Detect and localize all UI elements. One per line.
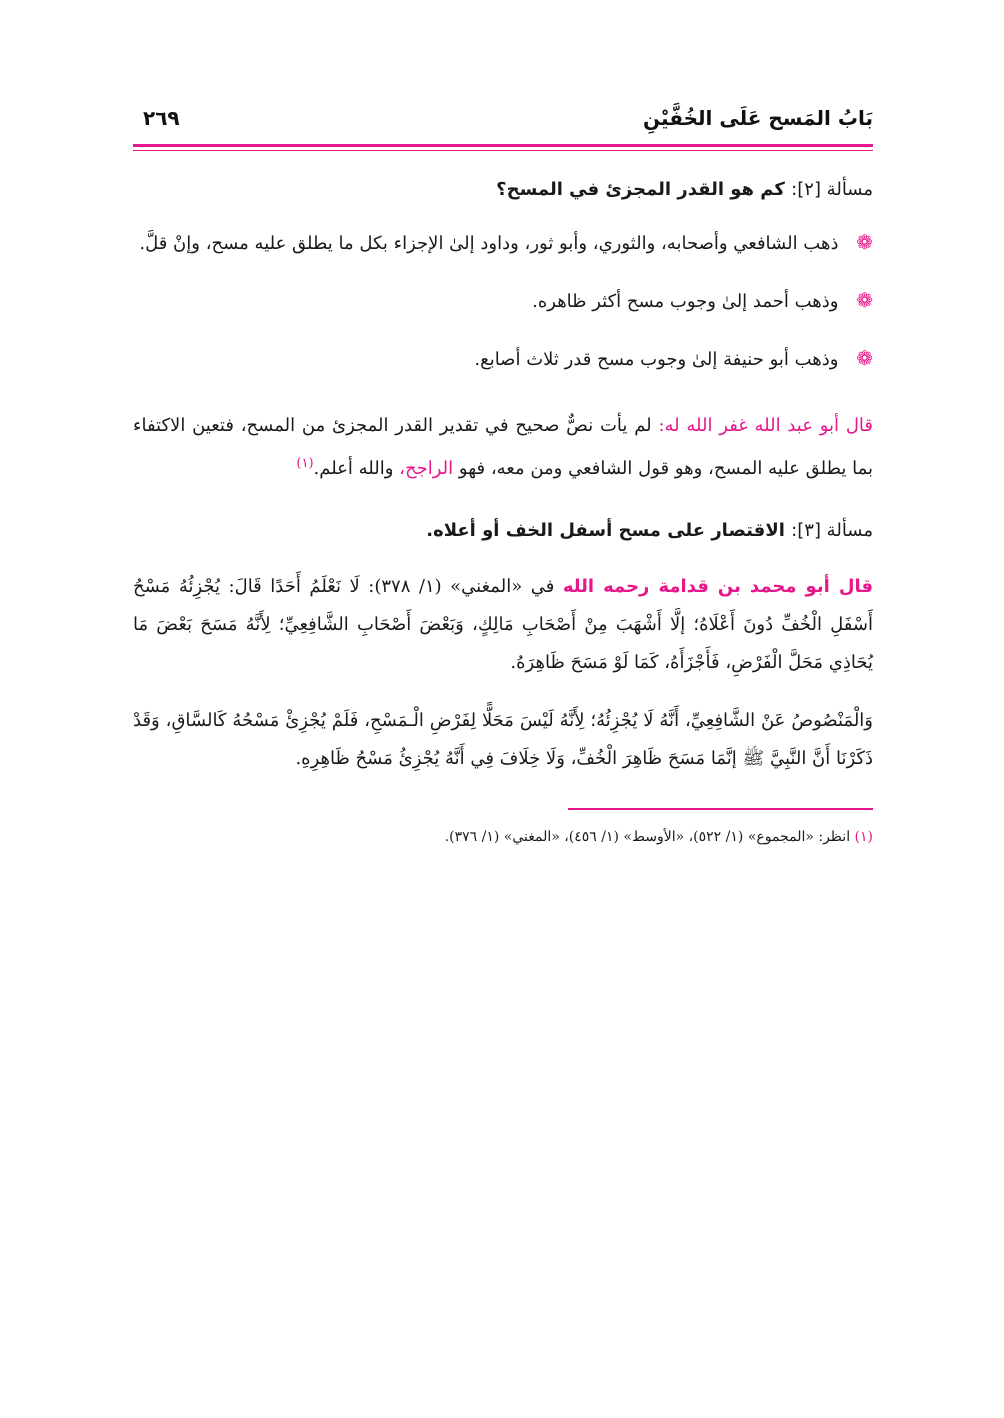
issue-3-label: مسألة [٣]:	[791, 520, 873, 541]
quote-text: في «المغني» (١/ ٣٧٨): لَا نَعْلَمُ أَحَدًا قَالَ: يُجْزِئُهُ مَسْحُ أَسْفَلِ الْخُفِّ دُونَ أَعْلَاهُ؛ إلَّا أَشْهَبَ مِنْ أَصْحَابِ مَالِكٍ، وَبَعْضَ أَصْحَابِ الشَّافِعِيِّ؛ لِأَنَّهُ مَسَحَ بَعْضَ مَا يُحَاذِي مَحَلَّ الْفَرْضِ، فَأَجْزَأَهُ، كَمَا لَوْ مَسَحَ ظَاهِرَهُ.	[133, 576, 873, 673]
quote-speaker: قال أبو محمد بن قدامة رحمه الله	[562, 576, 873, 597]
quote-ibn-qudamah	[133, 568, 873, 682]
bullet-text: وذهب أبو حنيفة إلىٰ وجوب مسح قدر ثلاث أصابع.	[474, 349, 839, 370]
page-header	[133, 100, 873, 145]
chapter-title: بَابُ المَسح عَلَى الخُفَّيْنِ	[643, 106, 873, 130]
issue-3-heading	[133, 516, 873, 546]
flower-icon: ❁	[856, 230, 873, 254]
bullet-text: وذهب أحمد إلىٰ وجوب مسح أكثر ظاهره.	[532, 291, 839, 312]
bullet-text: ذهب الشافعي وأصحابه، والثوري، وأبو ثور، وداود إلىٰ الإجزاء بكل ما يطلق عليه مسح، وإنْ قلَّ.	[139, 233, 839, 254]
issue-3-title: الاقتصار على مسح أسفل الخف أو أعلاه.	[426, 520, 785, 541]
opinion-highlight: الراجح،	[399, 458, 454, 479]
bullet-item	[133, 339, 873, 379]
issue-2-title: كم هو القدر المجزئ في المسح؟	[496, 179, 785, 200]
issue-2-heading	[133, 175, 873, 205]
footnote-separator	[568, 808, 873, 810]
footnote	[133, 824, 873, 850]
page	[133, 100, 873, 850]
footnote-reference[interactable]: (١)	[296, 456, 314, 471]
header-rule-thin	[133, 150, 873, 151]
bullet-item	[133, 223, 873, 263]
author-opinion	[133, 407, 873, 488]
quote-continuation	[133, 702, 873, 778]
footnote-number: (١)	[854, 829, 873, 845]
flower-icon: ❁	[856, 346, 873, 370]
header-rule-thick	[133, 144, 873, 147]
issue-2-label: مسألة [٢]:	[791, 179, 873, 200]
footnote-text: انظر: «المجموع» (١/ ٥٢٢)، «الأوسط» (١/ ٤٥٦)، «المغني» (١/ ٣٧٦).	[444, 829, 851, 845]
opinion-text: لم يأت نصٌّ صحيح في تقدير القدر المجزئ من المسح، فتعين الاكتفاء بما يطلق عليه المسح، وهو قول الشافعي ومن معه، فهو	[133, 415, 873, 479]
page-number: ٢٦٩	[143, 106, 180, 130]
opinion-closing: والله أعلم.	[313, 458, 394, 479]
opinion-speaker: قال أبو عبد الله غفر الله له:	[658, 415, 873, 436]
flower-icon: ❁	[856, 288, 873, 312]
quote-text: وَالْمَنْصُوصُ عَنْ الشَّافِعِيِّ، أَنَّهُ لَا يُجْزِئُهُ؛ لِأَنَّهُ لَيْسَ مَحَلًّا لِفَرْضِ الْـمَسْحِ، فَلَمْ يُجْزِئْ مَسْحُهُ كَالسَّاقِ، وَقَدْ ذَكَرْنَا أَنَّ النَّبِيَّ ﷺ إنَّمَا مَسَحَ ظَاهِرَ الْخُفِّ، وَلَا خِلَافَ فِي أَنَّهُ يُجْزِئُ مَسْحُ ظَاهِرِهِ.	[133, 710, 874, 769]
bullet-item	[133, 281, 873, 321]
